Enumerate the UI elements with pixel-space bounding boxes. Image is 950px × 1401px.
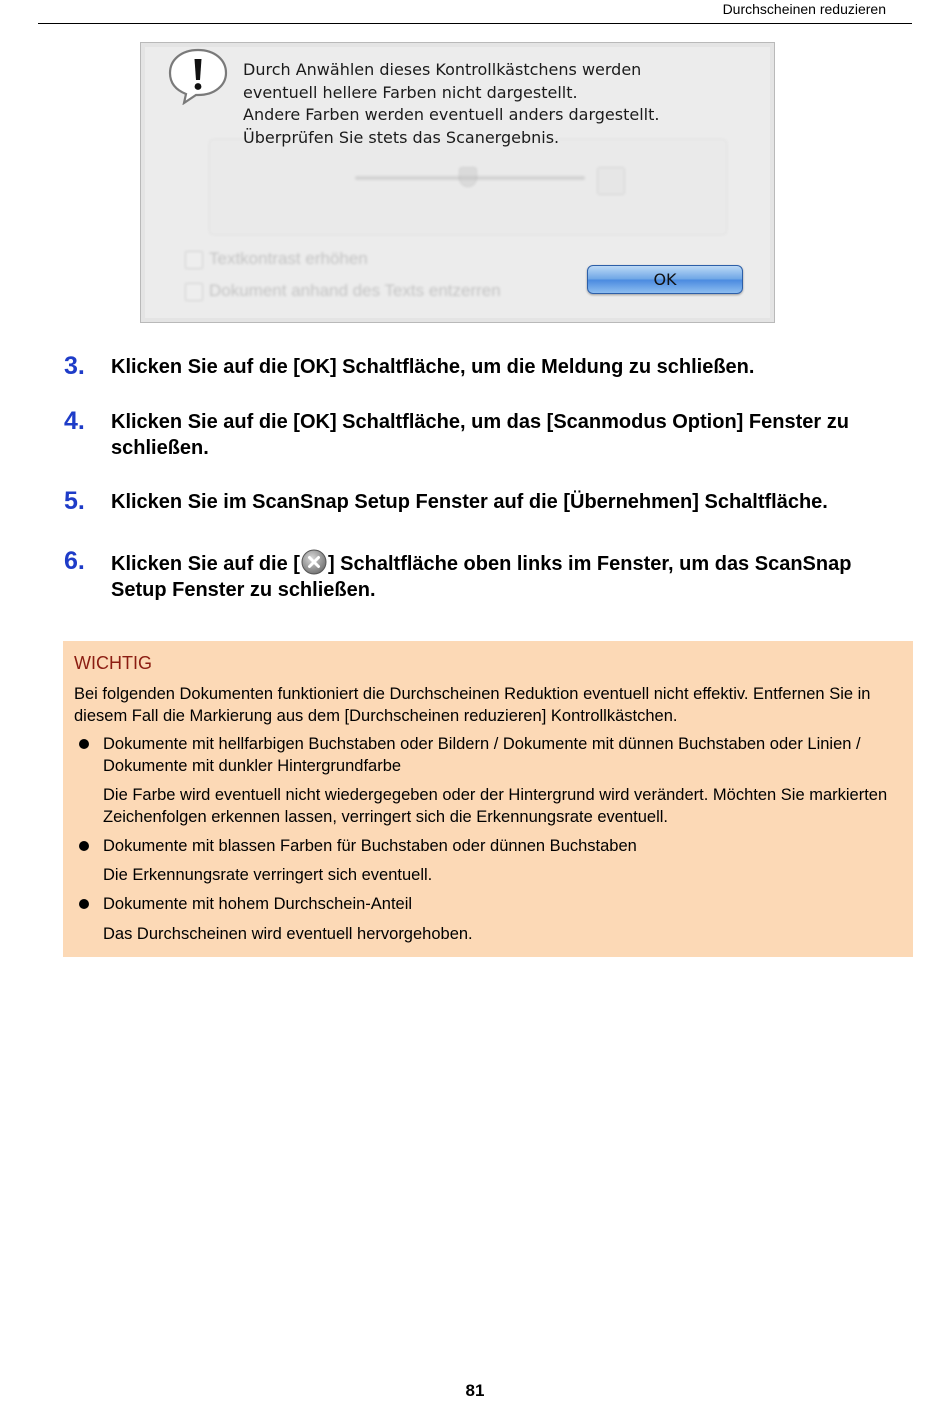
alert-message-line: Andere Farben werden eventuell anders dargestellt. [243,105,660,124]
option-text-contrast-label: Textkontrast erhöhen [209,249,368,268]
list-item [74,733,894,777]
step-4 [64,408,904,464]
step-text: Klicken Sie auf die [OK] Schaltfläche, um das [Scanmodus Option] Fenster zu schließen. [111,411,849,459]
bullet-icon [79,841,89,851]
important-intro: Bei folgenden Dokumenten funktioniert die Durchscheinen Reduktion eventuell nicht effektiv. Entfernen Sie in diesem Fall die Markierung aus dem [Durchscheinen reduzieren] Kontrollkästchen. [74,685,871,725]
important-notice-box [63,641,913,957]
dialog-screenshot [140,42,775,323]
bullet-icon [79,899,89,909]
close-window-icon [301,549,327,575]
list-item-text: Dokumente mit hohem Durchschein-Anteil [103,895,413,913]
step-number: 3. [64,352,85,380]
alert-message [243,59,743,149]
step-text: Klicken Sie im ScanSnap Setup Fenster auf die [Übernehmen] Schaltfläche. [111,491,828,513]
step-text: Klicken Sie auf die [OK] Schaltfläche, um die Meldung zu schließen. [111,356,755,378]
checkbox-text-contrast[interactable] [185,251,203,269]
option-deskew-label: Dokument anhand des Texts entzerren [209,281,501,300]
step-number: 6. [64,547,85,575]
step-5 [64,488,904,518]
header-rule [38,23,912,24]
ok-button[interactable]: OK [587,265,743,294]
step-6 [64,548,904,604]
settings-panel-ghost [209,139,727,235]
slider-knob-ghost [459,167,477,187]
step-text-part: ] Schaltfläche oben links im Fenster, um das ScanSnap Setup Fenster zu schließen. [111,553,852,601]
bullet-icon [79,739,89,749]
step-number: 4. [64,407,85,435]
stepper-ghost [597,167,625,195]
alert-message-line: eventuell hellere Farben nicht dargestellt. [243,82,578,102]
important-title: WICHTIG [74,653,152,673]
list-item [74,835,894,857]
list-item-note: Das Durchscheinen wird eventuell hervorgehoben. [103,925,473,943]
alert-message-line: Durch Anwählen dieses Kontrollkästchens werden [243,60,642,79]
list-item-note: Die Erkennungsrate verringert sich eventuell. [103,866,433,884]
step-text-part: Klicken Sie auf die [ [111,553,300,575]
page-number: 81 [465,1381,485,1400]
alert-message-line: Überprüfen Sie stets das Scanergebnis. [243,127,560,147]
step-3 [64,353,904,383]
step-number: 5. [64,487,85,515]
list-item [74,893,894,915]
list-item-text: Dokumente mit hellfarbigen Buchstaben oder Bildern / Dokumente mit dünnen Buchstaben oder Linien / Dokumente mit dunkler Hintergrundfarbe [103,735,861,775]
checkbox-deskew-by-text[interactable] [185,283,203,301]
step-text [111,549,911,603]
page-header-title: Durchscheinen reduzieren [722,1,886,17]
caution-speech-bubble-icon [167,47,229,105]
list-item-text: Dokumente mit blassen Farben für Buchstaben oder dünnen Buchstaben [103,837,637,855]
list-item-note: Die Farbe wird eventuell nicht wiedergegeben oder der Hintergrund wird verändert. Möchten Sie markierten Zeichenfolgen erkennen lassen, verringert sich die Erkennungsrate eventuell. [103,786,888,826]
